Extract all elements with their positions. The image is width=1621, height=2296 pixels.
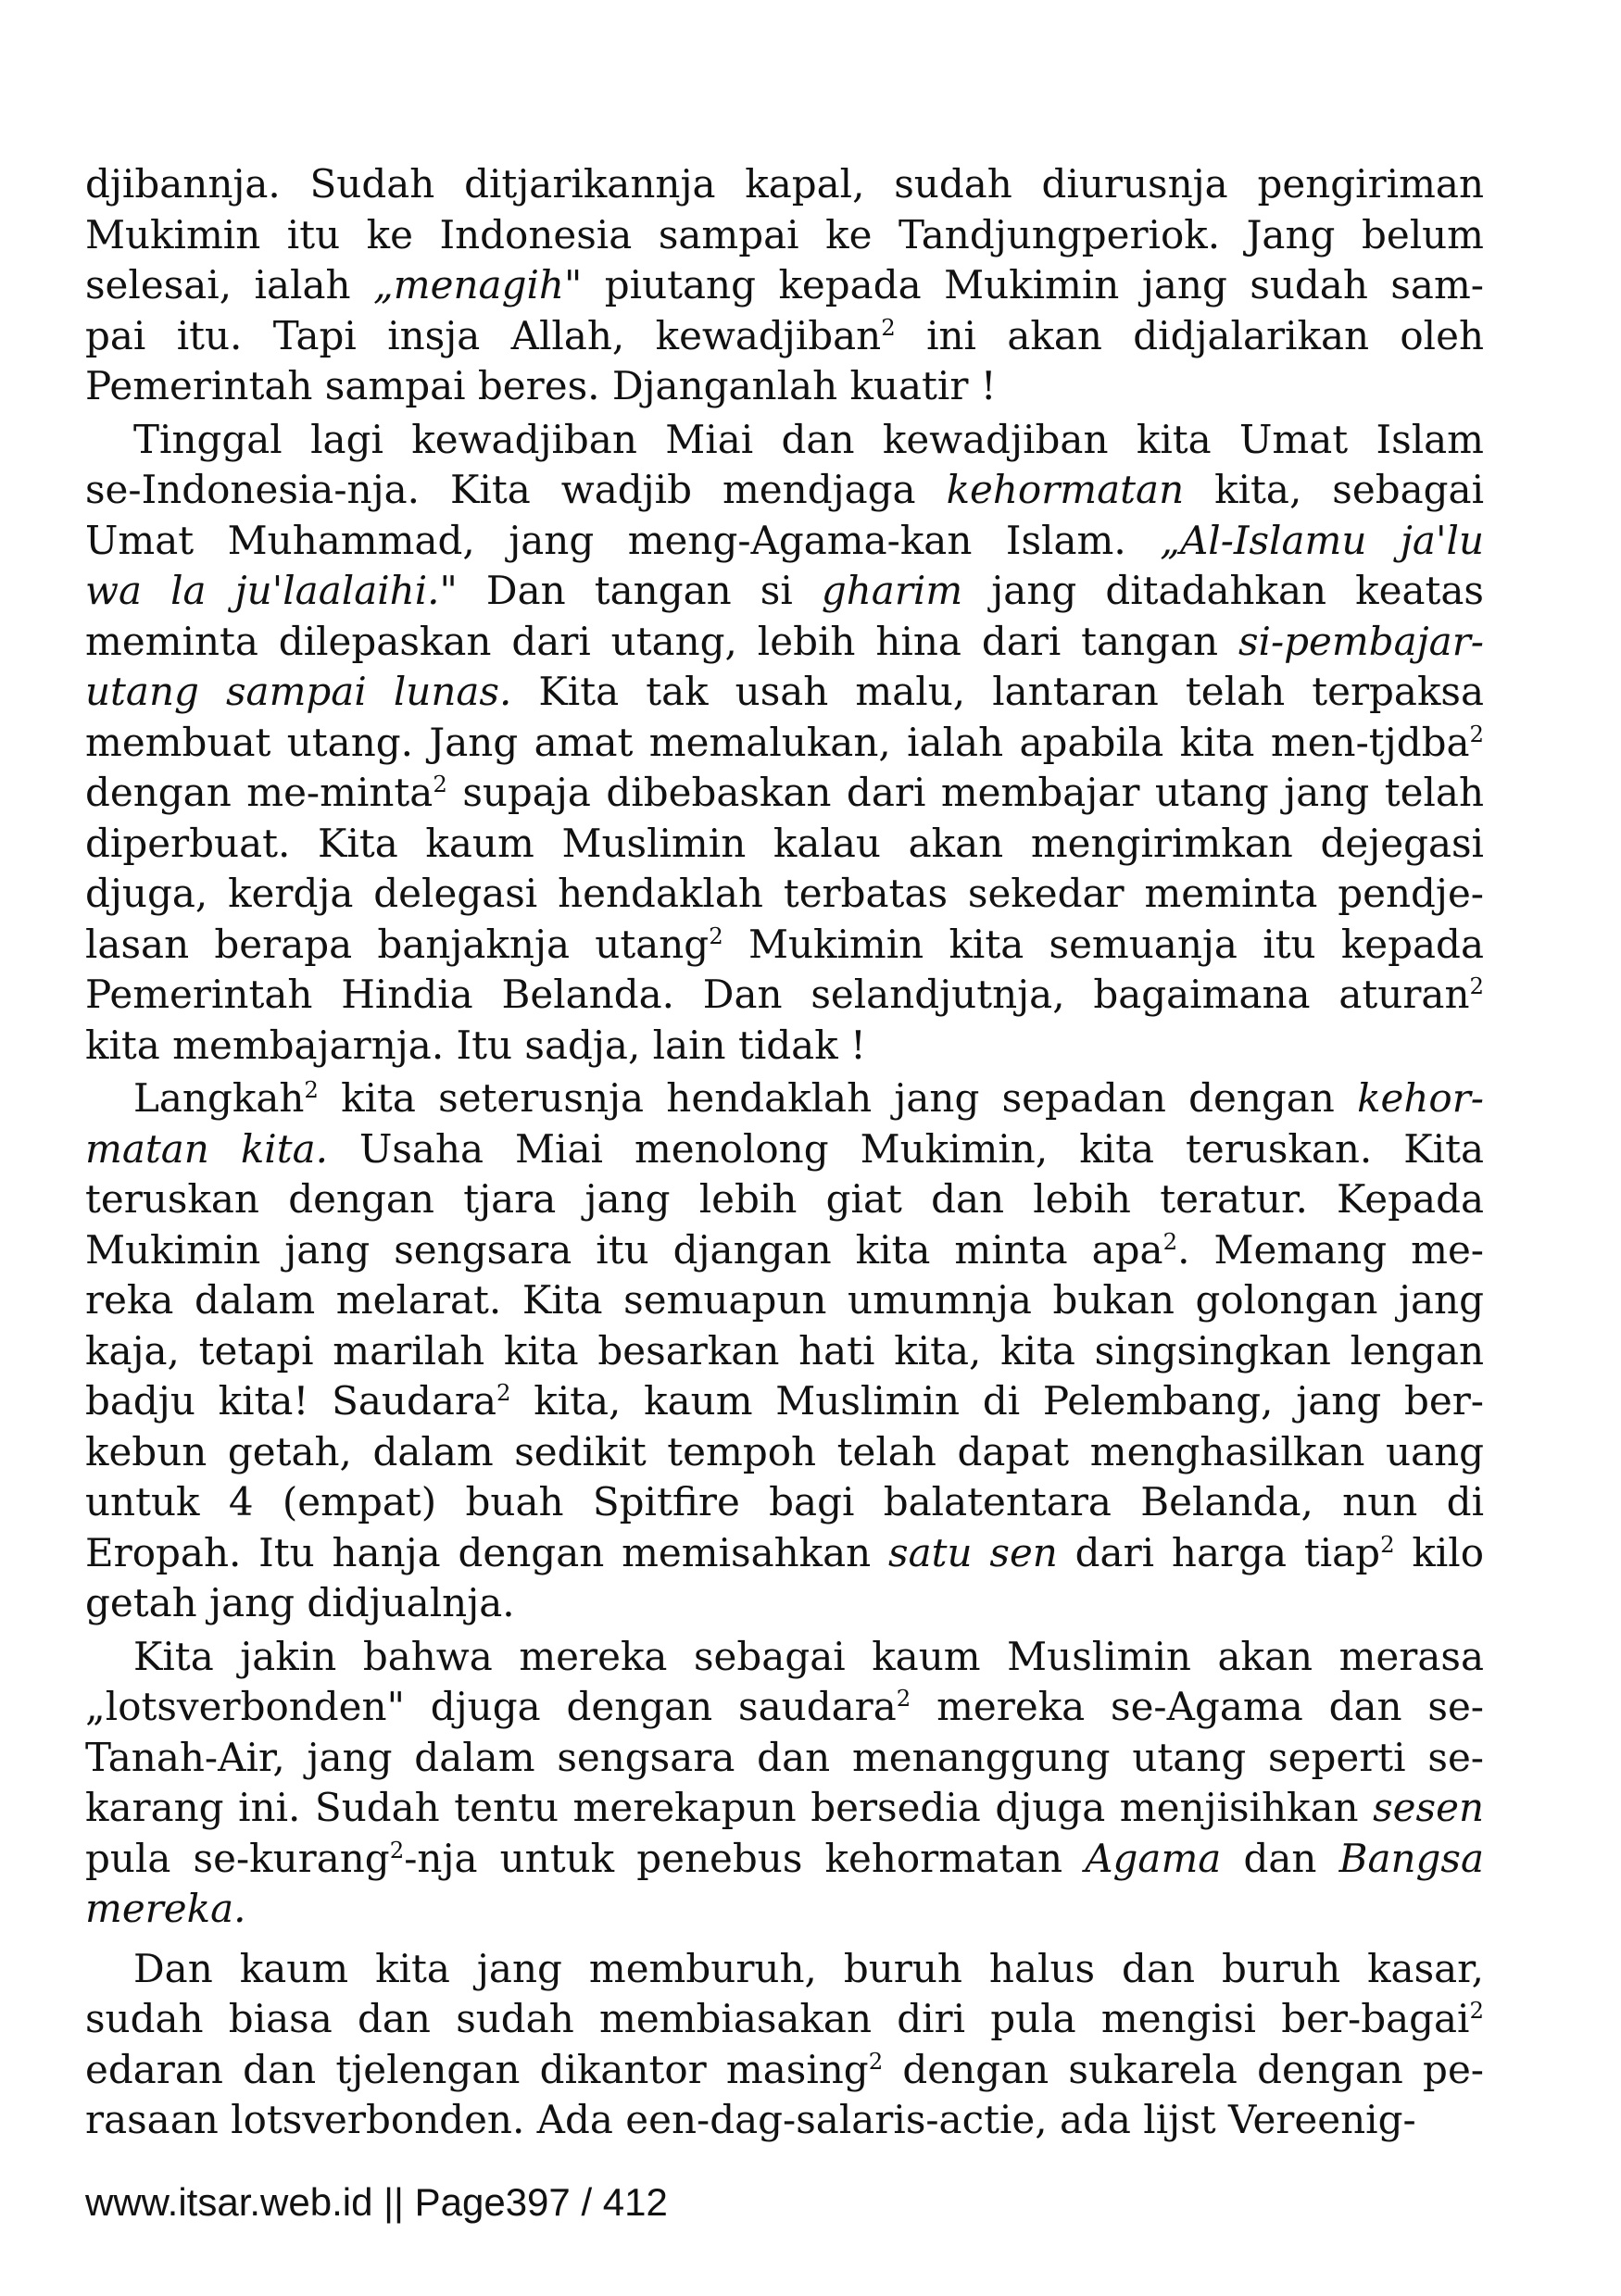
italic-text: si-pembajar- [1238,618,1484,664]
italic-text: matan kita. [85,1125,328,1172]
text-line [85,869,1484,920]
text-run: reka dalam melarat. Kita semuapun umumnja bukan golongan jang [85,1277,1484,1323]
superscript: 2 [304,1075,319,1103]
text-run: rasaan lotsverbonden. Ada een-dag-salaris-actie, ada lijst Vereenig- [85,2097,1416,2142]
italic-text: „Al-Islamu ja'lu [1160,517,1485,563]
text-line [85,1884,1484,1935]
text-line [85,2045,1484,2096]
text-line [85,159,1484,210]
page-footer: www.itsar.web.id || Page397 / 412 [85,2180,668,2224]
text-run: membuat utang. Jang amat memalukan, ialah apabila kita men-tjdba [85,719,1470,765]
superscript: 2 [389,1836,405,1863]
superscript: 2 [1469,720,1484,747]
paragraph [85,1073,1484,1629]
text-run: Dan kaum kita jang memburuh, buruh halus dan buruh kasar, [133,1945,1484,1991]
text-line [85,1124,1484,1175]
italic-text: mereka. [85,1886,246,1931]
text-line [85,1376,1484,1427]
italic-text: kehor- [1357,1075,1484,1121]
text-run: Pemerintah Hindia Belanda. Dan selandjutnja, bagaimana aturan [85,972,1470,1017]
text-run: selesai, ialah [85,262,374,307]
superscript: 2 [433,770,447,797]
italic-text: utang sampai lunas. [85,669,512,714]
text-line [85,1225,1484,1276]
text-line [85,920,1484,971]
text-line [85,1578,1484,1629]
superscript: 2 [896,1684,911,1712]
superscript: 2 [1469,972,1484,999]
text-line [85,1994,1484,2045]
text-line [85,1632,1484,1683]
superscript: 2 [496,1378,511,1406]
text-run: kilo [1394,1529,1484,1575]
text-run: " Dan tangan si [439,568,822,613]
text-line [85,415,1484,466]
text-run: kita seterusnja hendaklah jang sepadan dengan [318,1075,1358,1121]
text-run: kaja, tetapi marilah kita besarkan hati kita, kita singsingkan lengan [85,1327,1484,1374]
text-run: teruskan dengan tjara jang lebih giat dan lebih teratur. Kepada [85,1176,1484,1222]
text-line [85,1174,1484,1225]
text-run: Eropah. Itu hanja dengan memisahkan [85,1529,889,1575]
text-run: kita, kaum Muslimin di Pelembang, jang ber- [510,1378,1485,1424]
page-body [85,159,1484,2146]
text-run: pai itu. Tapi insja Allah, kewadjiban [85,312,882,358]
text-line [85,1073,1484,1124]
text-run: . Memang me- [1177,1226,1484,1273]
italic-text: Bangsa [1338,1835,1485,1881]
text-run: lasan berapa banjaknja utang [85,921,710,967]
text-run: getah jang didjualnja. [85,1580,515,1625]
text-run: kebun getah, dalam sedikit tempoh telah dapat menghasilkan uang [85,1428,1484,1474]
text-line [85,1427,1484,1478]
superscript: 2 [709,922,723,949]
superscript: 2 [868,2047,884,2075]
text-line [85,1682,1484,1733]
italic-text: satu sen [888,1529,1058,1575]
text-run: sudah biasa dan sudah membiasakan diri pula mengisi ber-bagai [85,1996,1470,2041]
text-run: Usaha Miai menolong Mukimin, kita teruskan. Kita [327,1125,1485,1172]
text-run: supaja dibebaskan dari membajar utang jang telah [446,770,1484,815]
text-line [85,516,1484,567]
superscript: 2 [1469,1996,1484,2024]
text-run: Kita jakin bahwa mereka sebagai kaum Muslimin akan merasa [133,1633,1484,1679]
text-line [85,667,1484,718]
text-line [85,1944,1484,1995]
text-run: badju kita! Saudara [85,1378,496,1424]
text-line [85,1733,1484,1784]
text-run: Mukimin kita semuanja itu kepada [723,921,1484,967]
paragraph [85,1944,1484,2146]
text-line [85,617,1484,668]
text-run: karang ini. Sudah tentu merekapun bersedia djuga menjisihkan [85,1785,1374,1830]
italic-text: kehormatan [946,467,1185,512]
text-run: Tanah-Air, jang dalam sengsara dan menanggung utang seperti se- [85,1734,1484,1780]
text-run: dengan me-minta [85,770,434,815]
paragraph [85,415,1484,1072]
text-line [85,1021,1484,1072]
text-line [85,311,1484,362]
italic-text: sesen [1373,1785,1484,1830]
text-run: kita membajarnja. Itu sadja, lain tidak ! [85,1022,866,1068]
text-line [85,718,1484,769]
text-line [85,1783,1484,1834]
paragraph [85,1632,1484,1935]
text-line [85,819,1484,870]
text-line [85,260,1484,311]
text-line [85,210,1484,261]
text-run: untuk 4 (empat) buah Spitfire bagi balatentara Belanda, nun di [85,1479,1484,1524]
text-run: Langkah [133,1075,305,1121]
text-line [85,1477,1484,1528]
text-run: jang ditadahkan keatas [962,568,1484,613]
text-line [85,1275,1484,1326]
text-line [85,768,1484,819]
text-run: meminta dilepaskan dari utang, lebih hina dari tangan [85,618,1238,664]
text-line [85,1834,1484,1885]
text-run: diperbuat. Kita kaum Muslimin kalau akan mengirimkan dejegasi [85,820,1484,866]
text-run: Mukimin itu ke Indonesia sampai ke Tandjungperiok. Jang belum [85,211,1484,257]
text-line [85,566,1484,617]
text-run: edaran dan tjelengan dikantor masing [85,2046,869,2092]
text-run: dari harga tiap [1057,1529,1381,1575]
text-line [85,1528,1484,1579]
text-run: „lotsverbonden" djuga dengan saudara [85,1684,897,1729]
superscript: 2 [1162,1227,1178,1255]
text-run: Umat Muhammad, jang meng-Agama-kan Islam. [85,517,1161,563]
text-run: Tinggal lagi kewadjiban Miai dan kewadjiban kita Umat Islam [133,416,1484,462]
text-line [85,970,1484,1021]
text-run: Mukimin jang sengsara itu djangan kita minta apa [85,1226,1163,1273]
text-line [85,361,1484,412]
text-run: djuga, kerdja delegasi hendaklah terbatas sekedar meminta pendje- [85,871,1484,916]
text-run: dan [1221,1835,1339,1881]
text-line [85,465,1484,516]
text-run: mereka se-Agama dan se- [911,1684,1484,1729]
text-line [85,1326,1484,1377]
superscript: 2 [881,313,896,341]
text-run: ini akan didjalarikan oleh [895,312,1485,358]
text-run: -nja untuk penebus kehormatan [404,1835,1086,1881]
text-run: kita, sebagai [1184,467,1484,512]
text-run: piutang kepada Mukimin jang sudah sam- [582,262,1484,307]
italic-text: gharim [821,568,963,613]
text-run: dengan sukarela dengan pe- [883,2046,1484,2092]
italic-text: Agama [1085,1835,1222,1881]
italic-text: „menagih" [373,262,583,307]
text-run: Kita tak usah malu, lantaran telah terpaksa [511,669,1485,714]
text-line [85,2095,1484,2146]
text-run: djibannja. Sudah ditjarikannja kapal, sudah diurusnja pengiriman [85,161,1484,207]
italic-text: wa la ju'laalaihi. [85,568,440,613]
superscript: 2 [1380,1530,1395,1558]
text-run: se-Indonesia-nja. Kita wadjib mendjaga [85,467,947,512]
paragraph [85,159,1484,412]
text-run: Pemerintah sampai beres. Djanganlah kuatir ! [85,363,997,408]
text-run: pula se-kurang [85,1835,390,1881]
